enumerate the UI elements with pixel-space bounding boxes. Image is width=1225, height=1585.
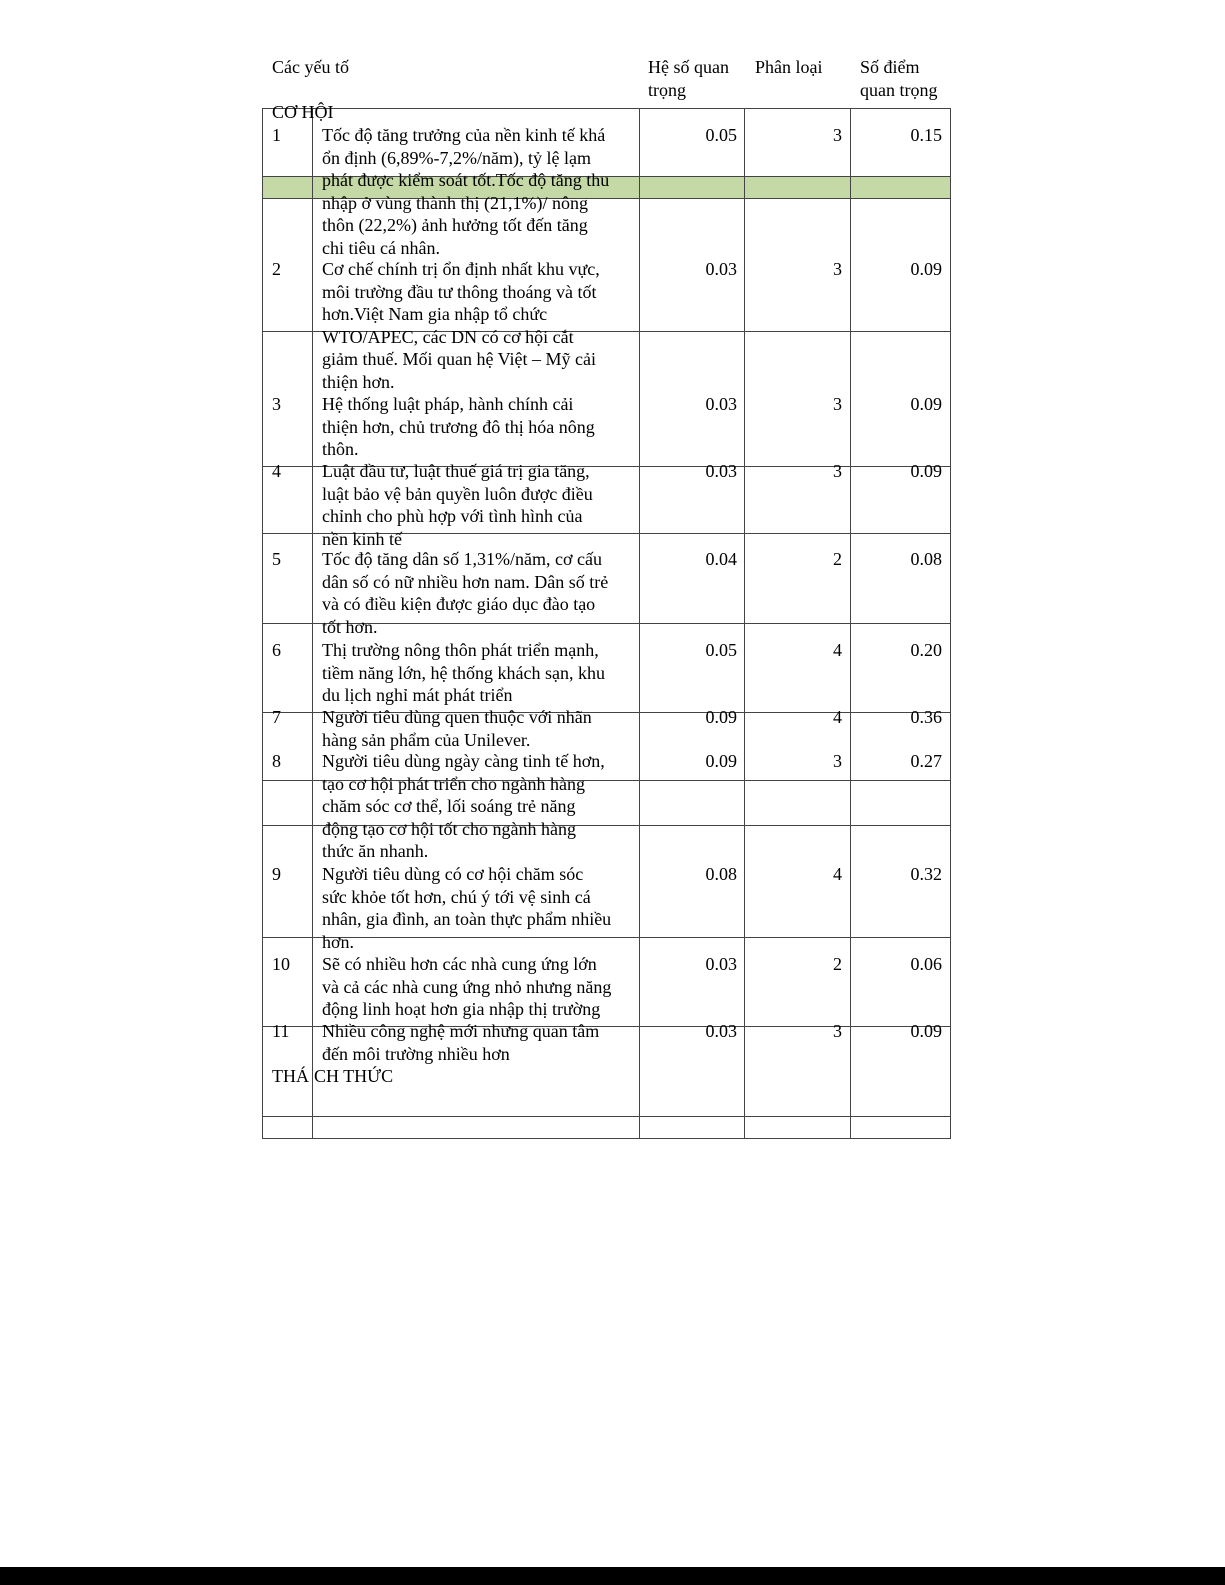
row-description-line: Hệ thống luật pháp, hành chính cải	[322, 394, 574, 414]
row-number: 5	[272, 549, 281, 569]
section-threats-part2: CH THỨC	[314, 1066, 394, 1086]
row-description-line: phát được kiểm soát tốt.Tốc độ tăng thu	[322, 170, 610, 191]
row-description-line: Tốc độ tăng trưởng của nền kinh tế khá	[322, 125, 606, 145]
row-score: 0.27	[910, 751, 942, 771]
section-threats-part1: THÁ	[272, 1066, 309, 1086]
row-weight: 0.03	[705, 461, 737, 481]
row-rating: 4	[833, 640, 842, 660]
row-weight: 0.09	[705, 707, 737, 727]
row-rating: 3	[833, 751, 842, 771]
row-score: 0.09	[910, 1021, 942, 1041]
row-number: 6	[272, 640, 281, 660]
header-rating: Phân loại	[755, 57, 823, 77]
row-description-line: Tốc độ tăng dân số 1,31%/năm, cơ cấu	[322, 549, 602, 569]
grid-hline	[262, 1138, 951, 1139]
grid-hline	[262, 1116, 951, 1117]
row-weight: 0.05	[705, 640, 737, 660]
row-description-line: nhập ở vùng thành thị (21,1%)/ nông	[322, 192, 588, 213]
row-score: 0.36	[910, 707, 942, 727]
row-weight: 0.05	[705, 125, 737, 145]
row-weight: 0.09	[705, 751, 737, 771]
row-weight: 0.03	[705, 1021, 737, 1041]
row-score: 0.15	[910, 125, 942, 145]
grid-vline	[639, 108, 640, 1138]
row-rating: 3	[833, 394, 842, 414]
row-number: 4	[272, 461, 281, 481]
row-number: 3	[272, 394, 281, 414]
row-number: 1	[272, 125, 281, 145]
row-number: 11	[272, 1021, 290, 1041]
row-weight: 0.08	[705, 864, 737, 884]
row-rating: 4	[833, 707, 842, 727]
row-rating: 2	[833, 954, 842, 974]
row-rating: 3	[833, 259, 842, 279]
row-description-line: thôn (22,2%) ảnh hưởng tốt đến tăng	[322, 215, 588, 236]
row-weight: 0.03	[705, 954, 737, 974]
row-number: 10	[272, 954, 290, 974]
row-description-line: thiện hơn, chủ trương đô thị hóa nông	[322, 416, 595, 437]
row-rating: 3	[833, 125, 842, 145]
header-factors: Các yếu tố	[272, 57, 349, 77]
row-description-line: sức khỏe tốt hơn, chú ý tới vệ sinh cá	[322, 886, 591, 907]
row-description-line: chi tiêu cá nhân.	[322, 238, 440, 258]
row-description-line: Cơ chế chính trị ổn định nhất khu vực,	[322, 259, 600, 279]
row-description-line: giảm thuế. Mối quan hệ Việt – Mỹ cải	[322, 349, 597, 370]
row-rating: 4	[833, 864, 842, 884]
row-description-line: ổn định (6,89%-7,2%/năm), tỷ lệ lạm	[322, 147, 591, 168]
section-opportunities: CƠ HỘI	[272, 102, 334, 122]
row-description-line: chăm sóc cơ thể, lối soáng trẻ năng	[322, 796, 576, 817]
grid-vline	[950, 108, 951, 1138]
header-score-line2: quan trọng	[860, 80, 938, 100]
row-description-line: Người tiêu dùng có cơ hội chăm sóc	[322, 864, 584, 884]
row-description-line: thôn.	[322, 439, 359, 460]
row-score: 0.20	[910, 640, 942, 660]
row-description-line: nền kinh tế	[322, 528, 402, 549]
row-description-line: hơn.Việt Nam gia nhập tổ chức	[322, 304, 548, 325]
row-description-line: thiện hơn.	[322, 372, 395, 392]
row-score: 0.09	[910, 461, 942, 481]
row-description-line: Người tiêu dùng quen thuộc với nhãn	[322, 707, 592, 727]
row-description-line: Luật đầu tư, luật thuế giá trị gia tăng,	[322, 461, 590, 481]
row-number: 2	[272, 259, 281, 279]
grid-vline	[262, 108, 263, 1138]
grid-hline	[262, 937, 951, 938]
row-score: 0.32	[910, 864, 942, 884]
row-description-line: động linh hoạt hơn gia nhập thị trường	[322, 999, 601, 1020]
row-number: 7	[272, 707, 281, 727]
row-description-line: thức ăn nhanh.	[322, 841, 429, 862]
row-description-line: tạo cơ hội phát triển cho ngành hàng	[322, 773, 585, 794]
grid-vline	[850, 108, 851, 1138]
row-score: 0.06	[910, 954, 942, 974]
grid-vline	[312, 108, 313, 1138]
row-description-line: và có điều kiện được giáo dục đào tạo	[322, 594, 596, 615]
row-number: 8	[272, 751, 281, 771]
row-score: 0.09	[910, 259, 942, 279]
row-description-line: WTO/APEC, các DN có cơ hội cắt	[322, 326, 574, 347]
row-description-line: môi trường đầu tư thông thoáng và tốt	[322, 281, 597, 302]
row-number: 9	[272, 864, 281, 884]
row-rating: 2	[833, 549, 842, 569]
row-description-line: động tạo cơ hội tốt cho ngành hàng	[322, 818, 576, 839]
grid-vline	[744, 108, 745, 1138]
row-rating: 3	[833, 1021, 842, 1041]
row-description-line: Người tiêu dùng ngày càng tinh tế hơn,	[322, 751, 605, 771]
row-description-line: chỉnh cho phù hợp với tình hình của	[322, 506, 583, 527]
row-description-line: Sẽ có nhiều hơn các nhà cung ứng lớn	[322, 954, 597, 974]
row-description-line: luật bảo vệ bản quyền luôn được điều	[322, 483, 593, 504]
row-description-line: nhân, gia đình, an toàn thực phẩm nhiều	[322, 909, 612, 930]
row-score: 0.08	[910, 549, 942, 569]
row-description-line: du lịch nghỉ mát phát triển	[322, 685, 513, 706]
row-weight: 0.03	[705, 394, 737, 414]
row-description-line: và cả các nhà cung ứng nhỏ nhưng năng	[322, 976, 612, 997]
row-rating: 3	[833, 461, 842, 481]
header-score-line1: Số điểm	[860, 57, 920, 77]
row-description-line: đến môi trường nhiều hơn	[322, 1043, 510, 1064]
row-description-line: hàng sản phẩm của Unilever.	[322, 729, 531, 750]
row-score: 0.09	[910, 394, 942, 414]
row-description-line: tốt hơn.	[322, 616, 378, 637]
row-weight: 0.04	[705, 549, 737, 569]
row-description-line: hơn.	[322, 931, 355, 952]
row-weight: 0.03	[705, 259, 737, 279]
row-description-line: tiềm năng lớn, hệ thống khách sạn, khu	[322, 662, 605, 683]
bottom-bar	[0, 1567, 1225, 1585]
row-description-line: Thị trường nông thôn phát triển mạnh,	[322, 640, 599, 660]
header-weight-line1: Hệ số quan	[648, 57, 729, 77]
header-weight-line2: trọng	[648, 80, 686, 100]
row-description-line: Nhiều công nghệ mới nhưng quan tâm	[322, 1021, 600, 1041]
row-description-line: dân số có nữ nhiều hơn nam. Dân số trẻ	[322, 571, 609, 592]
grid-hline	[262, 108, 951, 109]
